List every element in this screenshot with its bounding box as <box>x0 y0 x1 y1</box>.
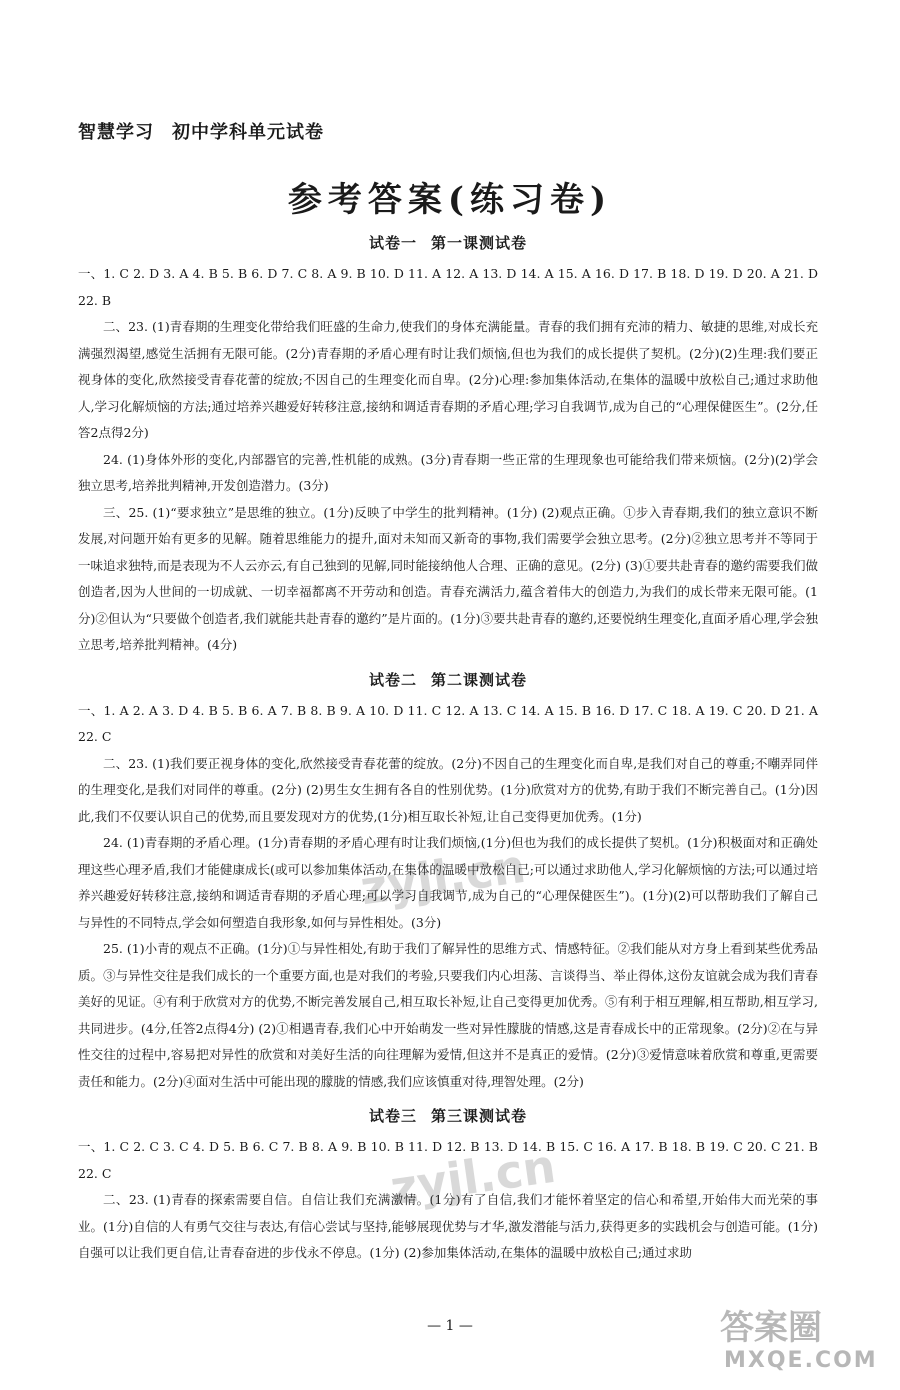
header-brand: 智慧学习 <box>78 122 154 143</box>
section-name: 第一课测试卷 <box>431 234 528 252</box>
section-title <box>78 232 818 253</box>
answer-paragraph: 二、23. (1)青春的探索需要自信。自信让我们充满激情。(1分)有了自信,我们才能怀着坚定的信心和希望,开始伟大而光荣的事业。(1分)自信的人有勇气交往与表达,有信心尝试与坚持,能够展现优势与才华,激发潜能与活力,获得更多的实践机会与创造可能。(1分)自强可以让我们更自信,让青春奋进的步伐永不停息。(1分) (2)参加集体活动,在集体的温暖中放松自己;通过求助 <box>78 1192 818 1260</box>
watermark-site: zyjl.cn <box>387 1138 559 1216</box>
multiple-choice-answers: 一、1. A 2. A 3. D 4. B 5. B 6. A 7. B 8. B 9. A 10. D 11. C 12. A 13. C 14. A 15. B 16. D 17. C 18. A 19. C 20. D 21. A 22. C <box>78 702 818 744</box>
answer-paragraph: 二、23. (1)我们要正视身体的变化,欣然接受青春花蕾的绽放。(2分)不因自己的生理变化而自卑,是我们对自己的尊重;不嘲弄同伴的生理变化,是我们对同伴的尊重。(2分) (2)男生女生拥有各自的性别优势。(1分)欣赏对方的优势,有助于我们不断完善自己。(1分)因此,我们不仅要认识自己的优势,而且要发现对方的优势,(1分)相互取长补短,让自己变得更加优秀。(1分) <box>78 755 818 824</box>
section-number: 试卷三 <box>368 1107 417 1125</box>
answer-paragraph: 24. (1)青春期的矛盾心理。(1分)青春期的矛盾心理有时让我们烦恼,(1分)但也为我们的成长提供了契机。(1分)积极面对和正确处理这些心理矛盾,我们才能健康成长(或可以参加集体活动,在集体的温暖中放松自己;可以通过求助他人,学习化解烦恼的方法;可以通过培养兴趣爱好转移注意,接纳和调适青春期的矛盾心理;可以学习自我调节,成为自己的“心理保健医生”)。(1分)(2)可以帮助我们了解自己与异性的不同特点,学会如何塑造自我形象,如何与异性相处。(3分) <box>78 835 818 930</box>
answer-paragraph: 二、23. (1)青春期的生理变化带给我们旺盛的生命力,使我们的身体充满能量。青春的我们拥有充沛的精力、敏捷的思维,对成长充满强烈渴望,感觉生活拥有无限可能。(2分)青春期的矛盾心理有时让我们烦恼,但也为我们的成长提供了契机。(2分)(2)生理:我们要正视身体的变化,欣然接受青春花蕾的绽放;不因自己的生理变化而自卑。(2分)心理:参加集体活动,在集体的温暖中放松自己;通过求助他人,学习化解烦恼的方法;通过培养兴趣爱好转移注意,接纳和调适青春期的矛盾心理;学习自我调节,成为自己的“心理保健医生”。(2分,任答2点得2分) <box>78 319 818 440</box>
answer-paragraph: 25. (1)小青的观点不正确。(1分)①与异性相处,有助于我们了解异性的思维方式、情感特征。②我们能从对方身上看到某些优秀品质。③与异性交往是我们成长的一个重要方面,也是对我们的考验,只要我们内心坦荡、言谈得当、举止得体,这份友谊就会成为我们青春美好的见证。④有利于欣赏对方的优势,不断完善发展自己,相互取长补短,让自己变得更加优秀。⑤有利于相互理解,相互帮助,相互学习,共同进步。(4分,任答2点得4分) (2)①相遇青春,我们心中开始萌发一些对异性朦胧的情感,这是青春成长中的正常现象。(2分)②在与异性交往的过程中,容易把对异性的欣赏和对美好生活的向往理解为爱情,但这并不是真正的爱情。(2分)③爱情意味着欣赏和尊重,更需要责任和能力。(2分)④面对生活中可能出现的朦胧的情感,我们应该慎重对待,理智处理。(2分) <box>78 941 818 1089</box>
multiple-choice-answers: 一、1. C 2. D 3. A 4. B 5. B 6. D 7. C 8. A 9. B 10. D 11. A 12. A 13. D 14. A 15. A 16. D 17. B 18. D 19. D 20. A 21. D 22. B <box>78 266 818 308</box>
page-number: — 1 — <box>427 1318 473 1334</box>
section-title <box>78 1105 818 1126</box>
watermark-site: zyjl.cn <box>357 838 529 916</box>
multiple-choice-answers: 一、1. C 2. C 3. C 4. D 5. B 6. C 7. B 8. A 9. B 10. B 11. D 12. B 13. D 14. B 15. C 16. A 17. B 18. B 19. C 20. C 21. B 22. C <box>78 1139 818 1181</box>
section-name: 第二课测试卷 <box>431 670 528 689</box>
answer-paragraph: 三、25. (1)“要求独立”是思维的独立。(1分)反映了中学生的批判精神。(1分) (2)观点正确。①步入青春期,我们的独立意识不断发展,对问题开始有更多的见解。随着思维能力的提升,面对未知而又新奇的事物,我们需要学会独立思考。(2分)②独立思考并不等同于一味追求独特,而是表现为不人云亦云,有自己独到的见解,同时能接纳他人合理、正确的意见。(2分) (3)①要共赴青春的邀约需要我们做创造者,因为人世间的一切成就、一切幸福都离不开劳动和创造。青春充满活力,蕴含着伟大的创造力,为我们的成长带来无限可能。(1分)②但认为“只要做个创造者,我们就能共赴青春的邀约”是片面的。(1分)③要共赴青春的邀约,还要悦纳生理变化,直面矛盾心理,学会独立思考,培养批判精神。(4分) <box>78 504 818 652</box>
section-name: 第三课测试卷 <box>431 1107 528 1125</box>
header-subtitle: 初中学科单元试卷 <box>172 122 324 143</box>
section-number: 试卷一 <box>368 234 417 252</box>
answer-paragraph: 24. (1)身体外形的变化,内部器官的完善,性机能的成熟。(3分)青春期一些正常的生理现象也可能给我们带来烦恼。(2分)(2)学会独立思考,培养批判精神,开发创造潜力。(3分) <box>78 451 818 493</box>
section-number: 试卷二 <box>368 670 417 689</box>
section-title <box>78 669 818 690</box>
answer-content <box>78 228 818 1267</box>
watermark-url: MXQE.COM <box>724 1348 878 1373</box>
watermark-logo: 答案圈 <box>720 1308 822 1348</box>
page-title: 参考答案(练习卷) <box>287 180 613 220</box>
page-header <box>78 118 324 144</box>
